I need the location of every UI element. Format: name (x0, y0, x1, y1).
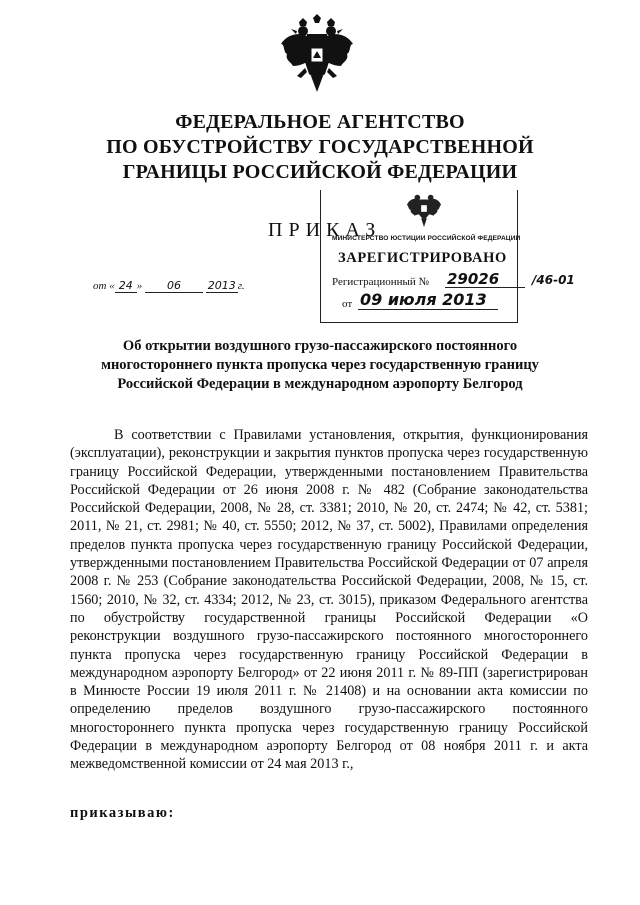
subject-line-2: многостороннего пункта пропуска через государственную границу (101, 357, 539, 373)
date-suffix: г. (237, 280, 245, 292)
date-mid: » (136, 280, 143, 292)
registration-stamp (320, 190, 575, 328)
subject-line-1: Об открытии воздушного грузо-пассажирского постоянного (122, 338, 518, 354)
agency-line-1: ФЕДЕРАЛЬНОЕ АГЕНТСТВО (175, 111, 465, 133)
stamp-reg-value: 29026 (447, 270, 500, 288)
subject-line-3: Российской Федерации в международном аэропорту Белгород (117, 376, 523, 392)
body-paragraph: В соответствии с Правилами установления, открытия, функционирования (эксплуатации), реконструкции и закрытия пунктов пропуска через государственную границу Российской Федерации, утвержденными постановлением Правительства Российской Федерации от 26 июня 2008 г. № 482 (Собрание законодательства Российской Федерации, 2008, № 28, ст. 3381; 2010, № 20, ст. 2474; № 42, ст. 5381; 2011, № 21, ст. 2981; № 40, ст. 5550; 2012, № 37, ст. 5002), Правилами определения пределов пункта пропуска через государственную границу Российской Федерации, утвержденными постановлением Правительства Российской Федерации от 07 апреля 2008 г. № 253 (Собрание законодательства Российской Федерации, 2008, № 15, ст. 1560; 2010, № 32, ст. 4334; 2012, № 23, ст. 3015), приказом Федерального агентства по обустройству государственной границы Российской Федерации «О реконструкции воздушного грузо-пассажирского постоянного многостороннего пункта пропуска через государственную границу Российской Федерации в международном аэропорту Белгород» от 22 июня 2011 г. № 89-ПП (зарегистрирован в Минюсте России 19 июля 2011 г. № 21408) и на основании акта комиссии по определению пределов воздушного грузо-пассажирского постоянного многостороннего пункта пропуска через государственную границу Российской Федерации в международном аэропорту Белгород от 08 ноября 2011 г. и акта межведомственной комиссии от 24 мая 2013 г., (70, 427, 588, 773)
double-headed-eagle-icon (277, 14, 357, 94)
date-day: 24 (115, 279, 137, 293)
decree-word: приказываю: (70, 805, 175, 821)
agency-line-2: ПО ОБУСТРОЙСТВУ ГОСУДАРСТВЕННОЙ (106, 136, 534, 158)
order-subject (70, 337, 570, 394)
date-prefix: от « (93, 280, 115, 292)
agency-name (60, 110, 580, 185)
date-month: 06 (145, 279, 203, 293)
small-eagle-icon (405, 190, 443, 228)
stamp-reg-tail: /46-01 (532, 273, 575, 287)
body-text (70, 426, 588, 774)
stamp-registered: ЗАРЕГИСТРИРОВАНО (338, 250, 507, 266)
stamp-reg-label: Регистрационный № (332, 276, 430, 288)
date-year: 2013 (207, 279, 236, 292)
order-title: ПРИКАЗ (268, 219, 382, 241)
order-date (93, 279, 245, 293)
stamp-date-value: 09 июля 2013 (360, 290, 487, 309)
agency-line-3: ГРАНИЦЫ РОССИЙСКОЙ ФЕДЕРАЦИИ (122, 161, 518, 183)
stamp-date-line (358, 309, 498, 310)
stamp-from-label: от (342, 298, 353, 310)
stamp-ministry: МИНИСТЕРСТВО ЮСТИЦИИ РОССИЙСКОЙ ФЕДЕРАЦИИ (332, 235, 521, 242)
